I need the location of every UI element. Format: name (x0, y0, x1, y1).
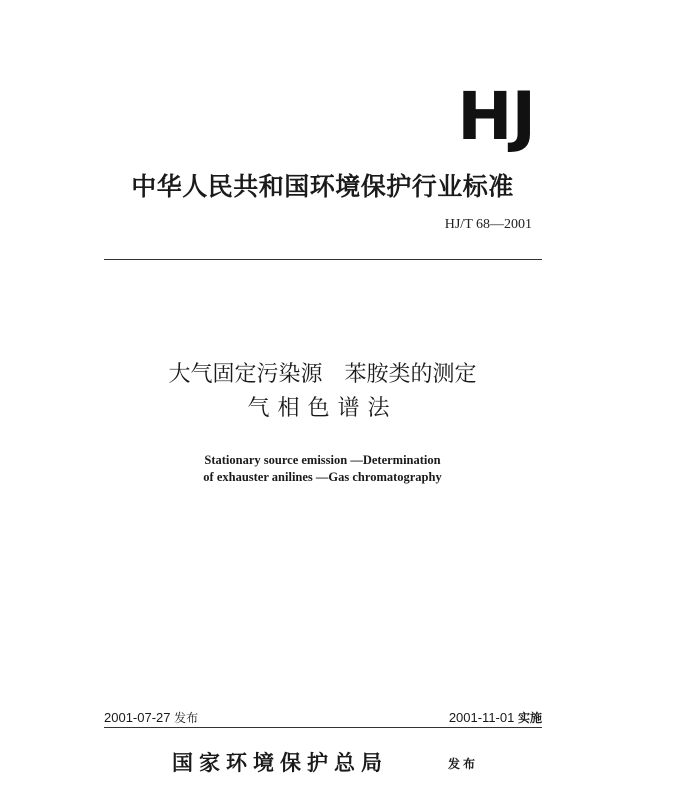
issuer-suffix: 发布 (448, 757, 479, 771)
standard-series-title: 中华人民共和国环境保护行业标准 (131, 172, 514, 201)
header-divider (104, 259, 542, 260)
chinese-title-line-2: 气相色谱法 (247, 396, 398, 421)
issue-label: 发布 (174, 711, 199, 725)
implement-label: 实施 (517, 711, 542, 725)
implement-date-block (449, 710, 542, 726)
standard-number: HJ/T 68—2001 (444, 217, 532, 232)
chinese-title-line-1: 大气固定污染源 苯胺类的测定 (168, 362, 477, 387)
footer-divider (104, 727, 542, 728)
hj-logo: HJ (457, 78, 535, 155)
english-title-line-2: of exhauster anilines —Gas chromatography (203, 470, 442, 484)
issuing-authority: 国家环境保护总局 (172, 750, 388, 775)
implement-date: 2001-11-01 (448, 710, 515, 725)
issue-date-block (104, 710, 198, 726)
issue-date: 2001-07-27 (104, 710, 171, 725)
english-title-line-1: Stationary source emission —Determination (204, 453, 441, 467)
